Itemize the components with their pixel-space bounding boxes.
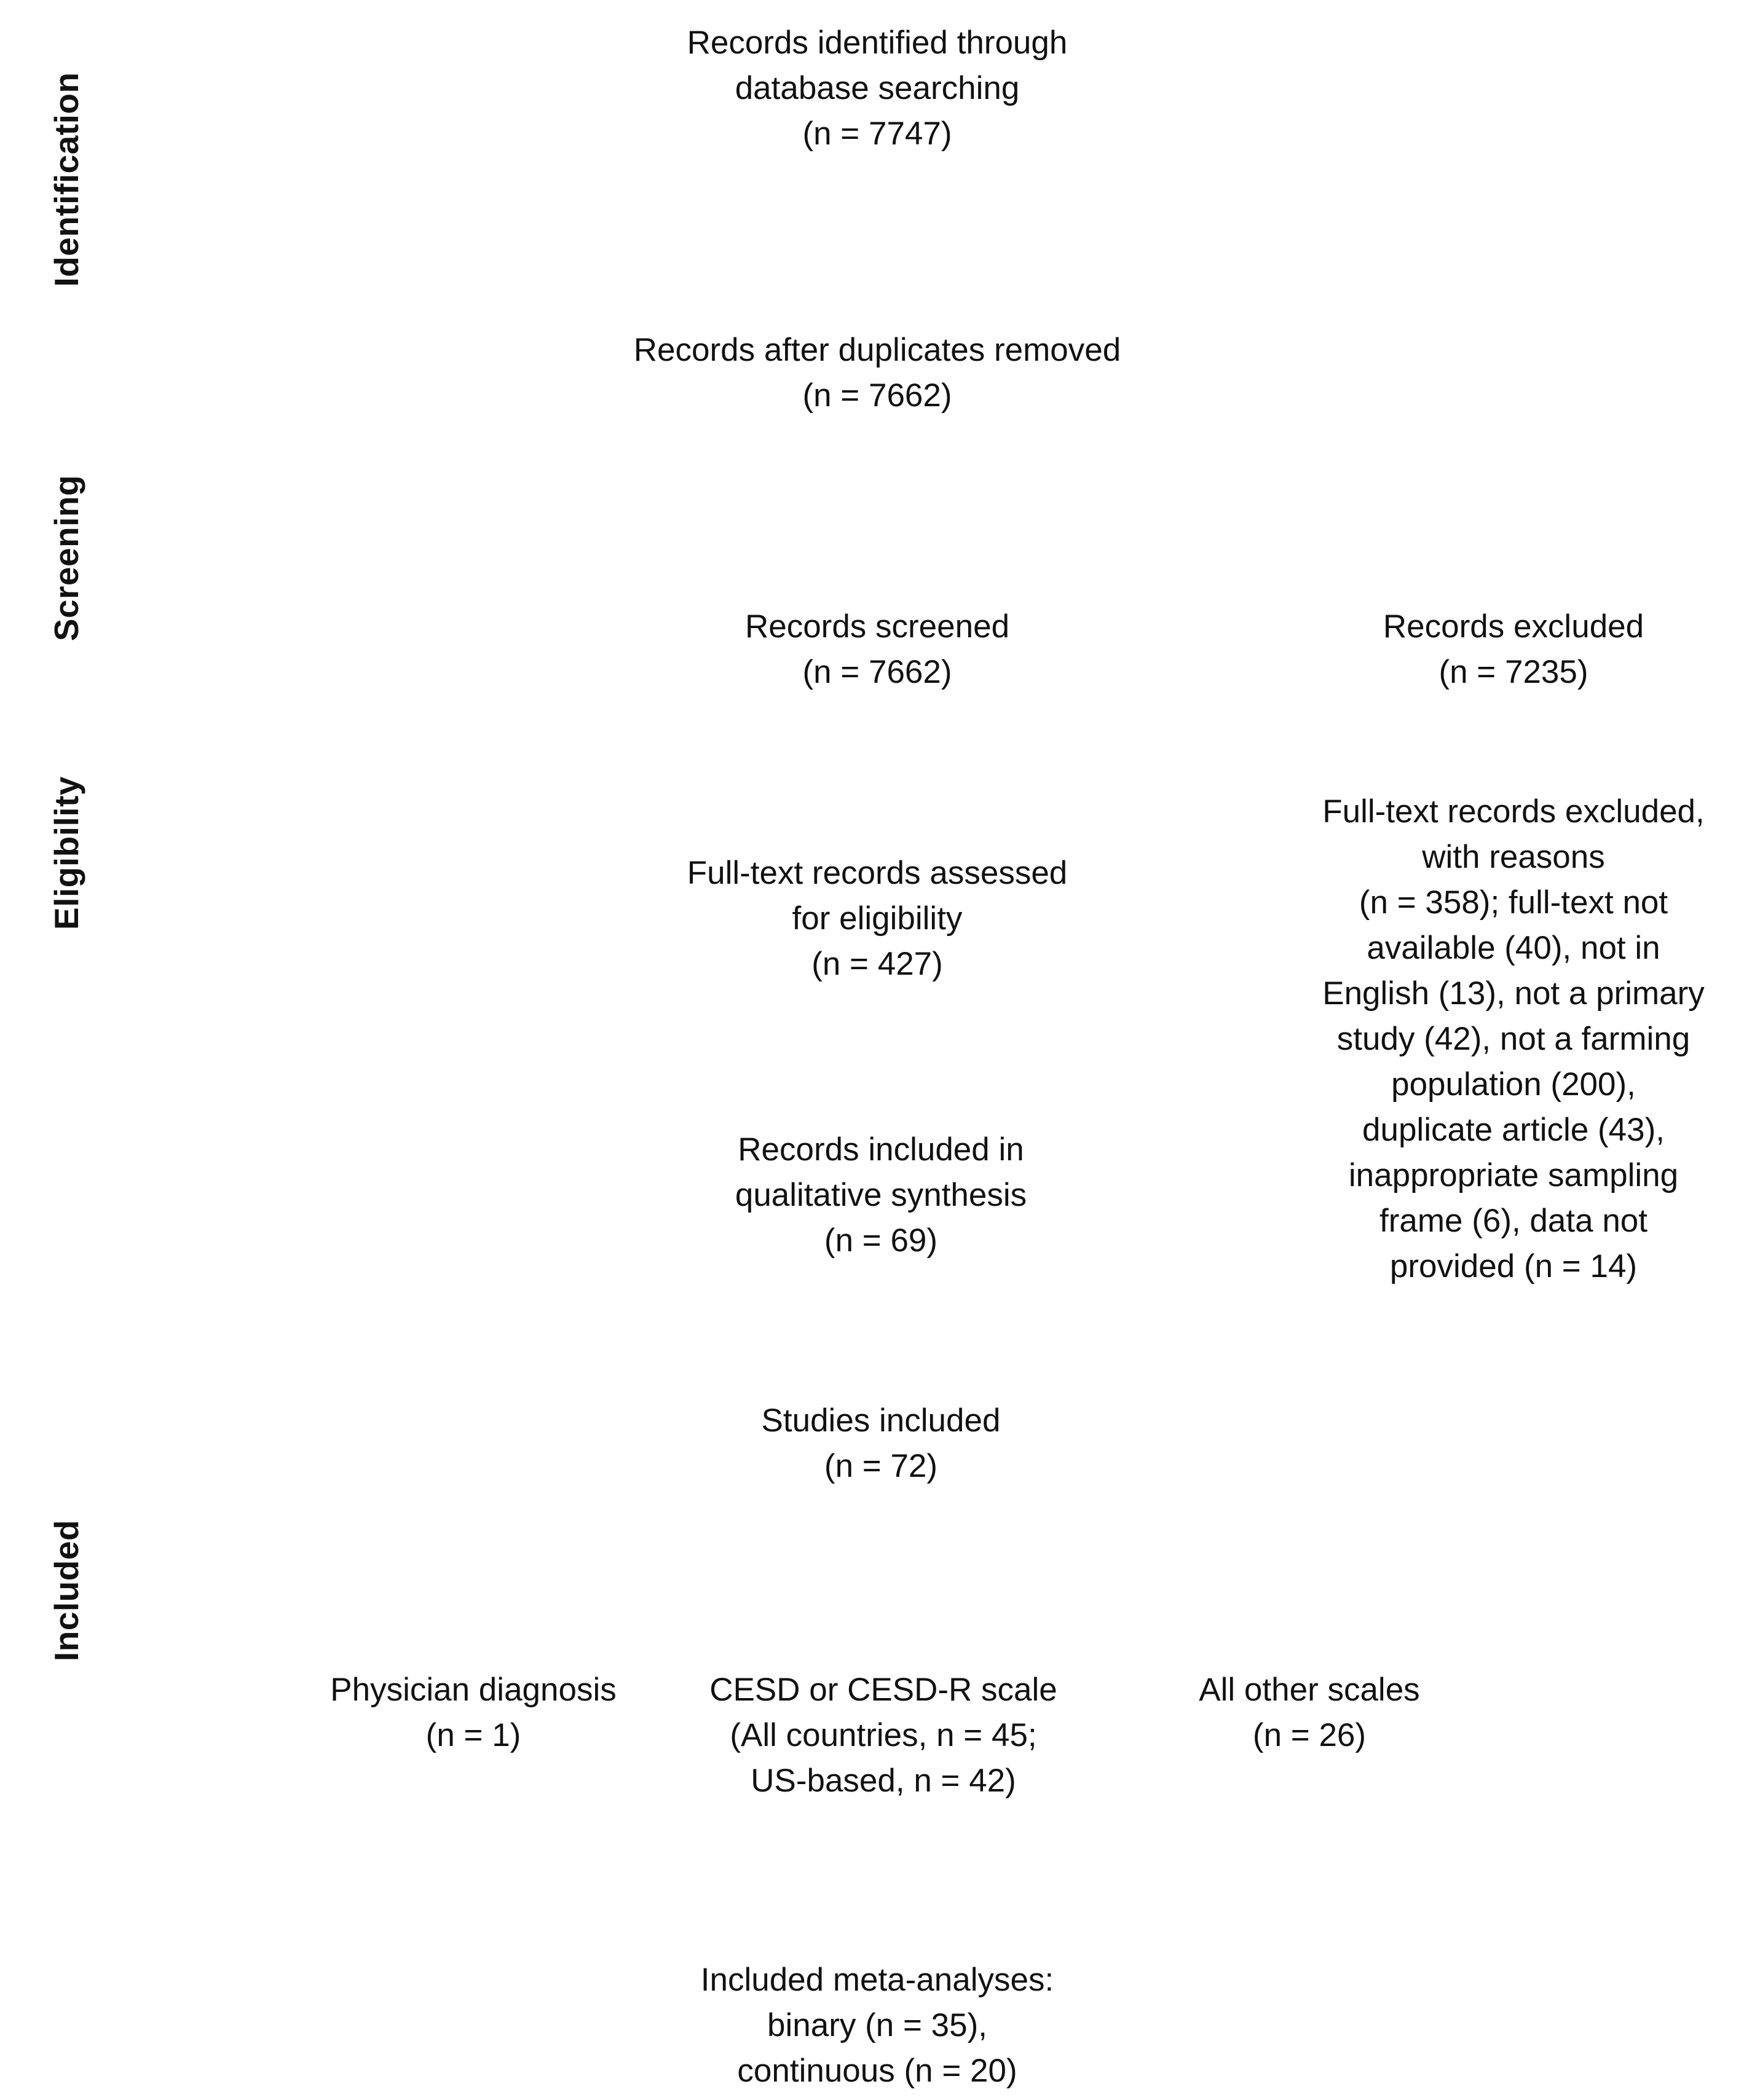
node-line: available (40), not in: [1367, 930, 1660, 966]
node-line: inappropriate sampling: [1348, 1157, 1679, 1194]
node-qualitative-synthesis: [735, 1127, 1027, 1264]
node-line: binary (n = 35),: [767, 2007, 987, 2043]
node-line: CESD or CESD-R scale: [709, 1672, 1057, 1708]
node-line: Full-text records excluded,: [1322, 793, 1705, 830]
node-line: Records excluded: [1383, 608, 1644, 645]
node-line: Records after duplicates removed: [633, 332, 1121, 368]
node-line: Records screened: [744, 608, 1010, 645]
stage-label-identification-text: Identification: [47, 72, 85, 287]
node-line: (n = 7662): [802, 654, 952, 690]
stage-label-eligibility-text: Eligibility: [47, 776, 85, 930]
node-records-identified: [687, 20, 1068, 157]
node-line: English (13), not a primary: [1322, 975, 1705, 1012]
node-line: Included meta-analyses:: [700, 1962, 1054, 1998]
node-line: (n = 7747): [802, 116, 952, 152]
node-line: (n = 358); full-text not: [1359, 884, 1668, 921]
node-other-scales: [1199, 1667, 1419, 1758]
node-line: Studies included: [761, 1402, 1001, 1439]
node-line: with reasons: [1422, 839, 1605, 875]
node-studies-included: [762, 1398, 1001, 1489]
node-line: US-based, n = 42): [751, 1763, 1016, 1799]
node-line: frame (6), data not: [1379, 1203, 1647, 1239]
node-line: study (42), not a farming: [1336, 1021, 1691, 1057]
node-fulltext-excluded: [1322, 789, 1705, 1289]
node-line: (n = 427): [811, 946, 943, 982]
node-fulltext-assessed: [687, 851, 1068, 987]
node-line: All other scales: [1199, 1672, 1420, 1708]
node-meta-analyses: [701, 1957, 1054, 2094]
node-line: (n = 7235): [1438, 654, 1588, 690]
node-line: duplicate article (43),: [1362, 1112, 1665, 1148]
node-line: (All countries, n = 45;: [730, 1717, 1037, 1753]
node-physician-diagnosis: [330, 1667, 616, 1758]
node-line: database searching: [735, 70, 1020, 106]
node-line: Full-text records assessed: [687, 855, 1068, 891]
node-line: Physician diagnosis: [330, 1672, 617, 1708]
stage-label-included-text: Included: [47, 1519, 85, 1662]
node-line: (n = 69): [824, 1222, 938, 1259]
node-line: Records identified through: [687, 25, 1068, 61]
node-line: (n = 26): [1252, 1717, 1367, 1753]
node-records-screened: [745, 604, 1009, 695]
node-records-deduplicated: [634, 328, 1121, 419]
node-line: provided (n = 14): [1389, 1248, 1638, 1284]
node-cesd-scale: [709, 1667, 1057, 1804]
node-line: population (200),: [1391, 1066, 1636, 1103]
node-line: (n = 1): [425, 1717, 521, 1753]
node-line: (n = 72): [824, 1448, 938, 1484]
node-records-excluded: [1383, 604, 1644, 695]
node-line: for eligibility: [792, 900, 963, 937]
node-line: continuous (n = 20): [737, 2053, 1017, 2089]
node-line: Records included in: [738, 1131, 1024, 1168]
node-line: (n = 7662): [802, 377, 952, 414]
stage-label-screening-text: Screening: [47, 474, 85, 642]
node-line: qualitative synthesis: [735, 1177, 1027, 1213]
